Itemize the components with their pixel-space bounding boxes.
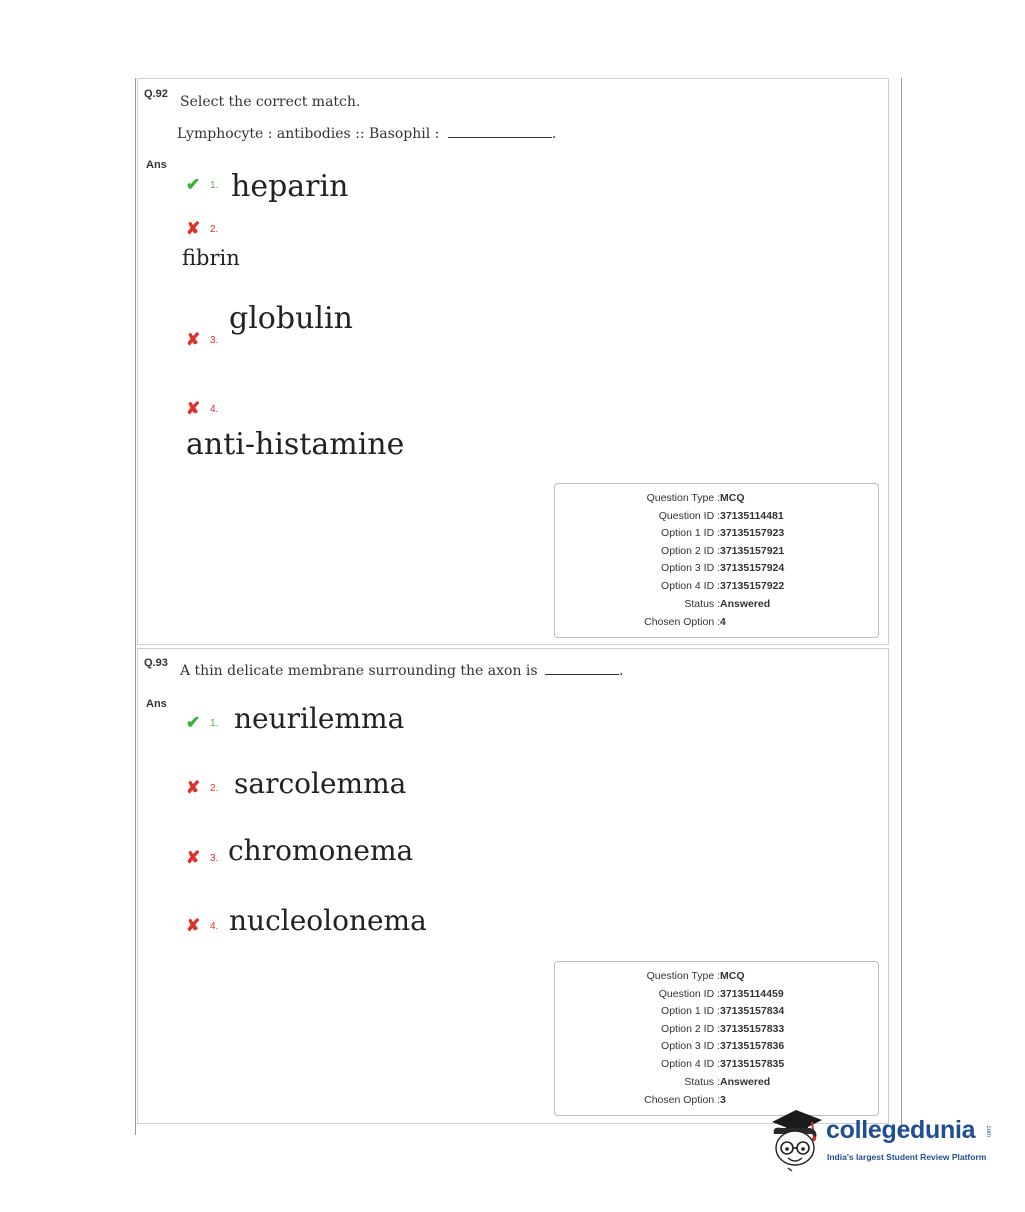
- cross-icon: ✘: [186, 330, 201, 349]
- cross-icon: ✘: [186, 219, 201, 238]
- option-number: 2.: [210, 783, 219, 794]
- frame-right-line: [901, 78, 902, 1138]
- info-row-option-2-id: Option 2 ID : 37135157833: [661, 1023, 785, 1035]
- cross-icon: ✘: [186, 399, 201, 418]
- check-icon: ✔: [186, 175, 201, 194]
- option-text: heparin: [231, 169, 349, 204]
- cross-icon: ✘: [186, 916, 201, 935]
- option-text: sarcolemma: [234, 767, 407, 800]
- question-line: [180, 663, 624, 679]
- cross-icon: ✘: [186, 848, 201, 867]
- answer-label: Ans: [146, 698, 167, 710]
- info-row-question-type: Question Type : MCQ: [646, 492, 745, 504]
- option-text: neurilemma: [234, 702, 405, 735]
- question-block-93: [137, 648, 889, 1124]
- option-number: 4.: [210, 404, 219, 415]
- logo-suffix: .com: [985, 1124, 991, 1138]
- option-number: 1.: [210, 718, 219, 729]
- question-match-text: Lymphocyte : antibodies :: Basophil :: [177, 126, 440, 142]
- info-row-status: Status : Answered: [684, 1076, 771, 1088]
- info-row-question-type: Question Type : MCQ: [646, 970, 745, 982]
- frame-left-line: [135, 78, 136, 1135]
- option-number: 4.: [210, 921, 219, 932]
- question-number: Q.92: [144, 88, 168, 100]
- check-icon: ✔: [186, 713, 201, 732]
- mascot-graduate-icon: [768, 1104, 826, 1174]
- option-text: fibrin: [182, 246, 240, 270]
- question-block-92: [137, 78, 889, 645]
- question-number: Q.93: [144, 657, 168, 669]
- info-row-chosen-option: Chosen Option : 3: [644, 1094, 726, 1106]
- cross-icon: ✘: [186, 778, 201, 797]
- option-number: 3.: [210, 335, 219, 346]
- info-row-option-1-id: Option 1 ID : 37135157834: [661, 1005, 785, 1017]
- logo-wordmark: collegedunia: [826, 1116, 976, 1144]
- question-match-end: .: [551, 126, 557, 142]
- option-text: chromonema: [228, 834, 414, 867]
- option-number: 2.: [210, 224, 219, 235]
- collegedunia-logo: [768, 1104, 993, 1174]
- question-info-box: [554, 961, 879, 1116]
- question-text: Select the correct match.: [180, 94, 361, 110]
- info-row-chosen-option: Chosen Option : 4: [644, 616, 726, 628]
- info-row-option-4-id: Option 4 ID : 37135157835: [661, 1058, 785, 1070]
- info-row-question-id: Question ID : 37135114481: [658, 510, 784, 522]
- answer-blank: [448, 127, 552, 138]
- option-number: 1.: [210, 180, 219, 191]
- info-row-option-3-id: Option 3 ID : 37135157836: [661, 1040, 785, 1052]
- question-end: .: [619, 663, 624, 679]
- question-match-line: [177, 126, 556, 142]
- option-text: nucleolonema: [229, 904, 427, 937]
- info-row-question-id: Question ID : 37135114459: [658, 988, 784, 1000]
- question-text: A thin delicate membrane surrounding the axon is: [180, 663, 538, 679]
- info-row-option-4-id: Option 4 ID : 37135157922: [661, 580, 785, 592]
- answer-label: Ans: [146, 159, 167, 171]
- info-row-status: Status : Answered: [684, 598, 771, 610]
- info-row-option-1-id: Option 1 ID : 37135157923: [661, 527, 785, 539]
- answer-blank: [545, 664, 619, 675]
- logo-tagline: India's largest Student Review Platform: [827, 1152, 987, 1162]
- info-row-option-3-id: Option 3 ID : 37135157924: [661, 562, 785, 574]
- option-text: anti-histamine: [186, 427, 405, 462]
- info-row-option-2-id: Option 2 ID : 37135157921: [661, 545, 785, 557]
- option-number: 3.: [210, 853, 219, 864]
- question-info-box: [554, 483, 879, 638]
- option-text: globulin: [229, 301, 353, 336]
